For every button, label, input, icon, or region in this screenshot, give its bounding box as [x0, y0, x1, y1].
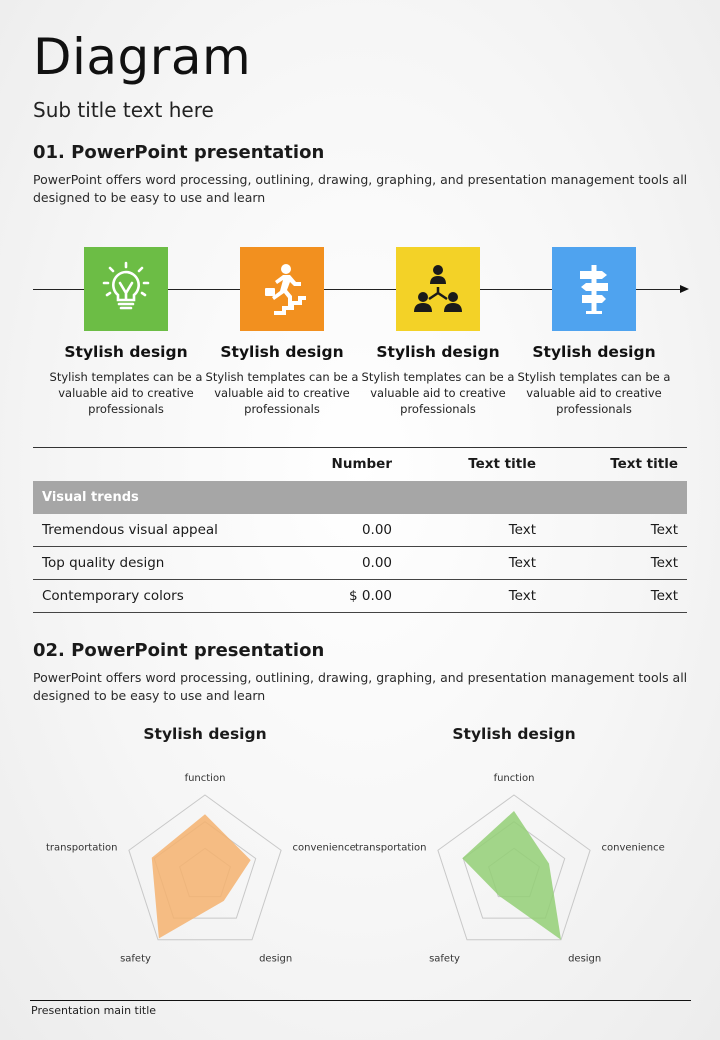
section-1-body: PowerPoint offers word processing, outlining, drawing, graphing, and presentation management tools all designed to be easy to use and learn: [33, 172, 688, 205]
table-cell: Top quality design: [33, 547, 253, 580]
timeline-arrowhead: [680, 285, 689, 293]
table-row: [33, 514, 687, 547]
radar-chart-2: [355, 725, 665, 965]
step-icon-box: [396, 247, 480, 331]
table-header-row: [33, 448, 687, 481]
section-2-title: 02. PowerPoint presentation: [33, 640, 325, 661]
step-description: Stylish templates can be a valuable aid to creative professionals: [361, 370, 515, 416]
radar-axis-label: transportation: [46, 842, 118, 854]
table-cell: Text: [401, 580, 545, 613]
table-cell: 0.00: [253, 547, 401, 580]
column-header: Number: [253, 448, 401, 481]
step-title: Stylish design: [220, 343, 344, 361]
step-icon-box: [240, 247, 324, 331]
table-cell: Text: [401, 547, 545, 580]
table-row: [33, 580, 687, 613]
radar-svg: [46, 725, 356, 965]
radar-series-area: [152, 814, 251, 938]
step-icon-box: [84, 247, 168, 331]
running-person-stairs-icon: [252, 259, 312, 319]
footer-divider: [30, 1000, 691, 1001]
column-header: Text title: [401, 448, 545, 481]
process-step: [46, 247, 206, 417]
process-step: [202, 247, 362, 417]
step-description: Stylish templates can be a valuable aid to creative professionals: [49, 370, 203, 416]
radar-axis-label: safety: [120, 953, 151, 965]
table-cell: Tremendous visual appeal: [33, 514, 253, 547]
footer-title: Presentation main title: [31, 1004, 157, 1017]
table-cell: Text: [545, 580, 687, 613]
step-title: Stylish design: [64, 343, 188, 361]
radar-axis-label: transportation: [355, 842, 427, 854]
chart-title: Stylish design: [143, 725, 267, 743]
column-header: Text title: [545, 448, 687, 481]
table-row: [33, 547, 687, 580]
step-title: Stylish design: [376, 343, 500, 361]
table-cell: Text: [401, 514, 545, 547]
table-cell: $ 0.00: [253, 580, 401, 613]
page-title: Diagram: [33, 28, 252, 86]
radar-axis-label: function: [493, 773, 535, 784]
data-table: [33, 447, 687, 613]
step-description: Stylish templates can be a valuable aid to creative professionals: [517, 370, 671, 416]
radar-svg: [355, 725, 665, 965]
table-cell: Text: [545, 514, 687, 547]
process-step: [514, 247, 674, 417]
section-2-body: PowerPoint offers word processing, outlining, drawing, graphing, and presentation management tools all designed to be easy to use and learn: [33, 670, 688, 703]
lightbulb-icon: [96, 259, 156, 319]
table-cell: 0.00: [253, 514, 401, 547]
radar-axis-label: convenience: [601, 842, 665, 854]
radar-chart-1: [46, 725, 356, 965]
column-header: [33, 448, 253, 481]
table-cell: Contemporary colors: [33, 580, 253, 613]
group-label: Visual trends: [33, 481, 687, 514]
chart-title: Stylish design: [452, 725, 576, 743]
step-icon-box: [552, 247, 636, 331]
step-description: Stylish templates can be a valuable aid to creative professionals: [205, 370, 359, 416]
step-title: Stylish design: [532, 343, 656, 361]
people-network-icon: [408, 259, 468, 319]
page-subtitle: Sub title text here: [33, 98, 214, 122]
radar-axis-label: safety: [429, 953, 460, 965]
table-group-row: [33, 481, 687, 514]
radar-series-area: [462, 811, 561, 940]
process-step: [358, 247, 518, 417]
radar-axis-label: design: [259, 953, 293, 965]
radar-axis-label: design: [568, 953, 602, 965]
signpost-icon: [564, 259, 624, 319]
radar-axis-label: convenience: [292, 842, 356, 854]
section-1-title: 01. PowerPoint presentation: [33, 142, 325, 163]
radar-axis-label: function: [184, 773, 226, 784]
table-cell: Text: [545, 547, 687, 580]
